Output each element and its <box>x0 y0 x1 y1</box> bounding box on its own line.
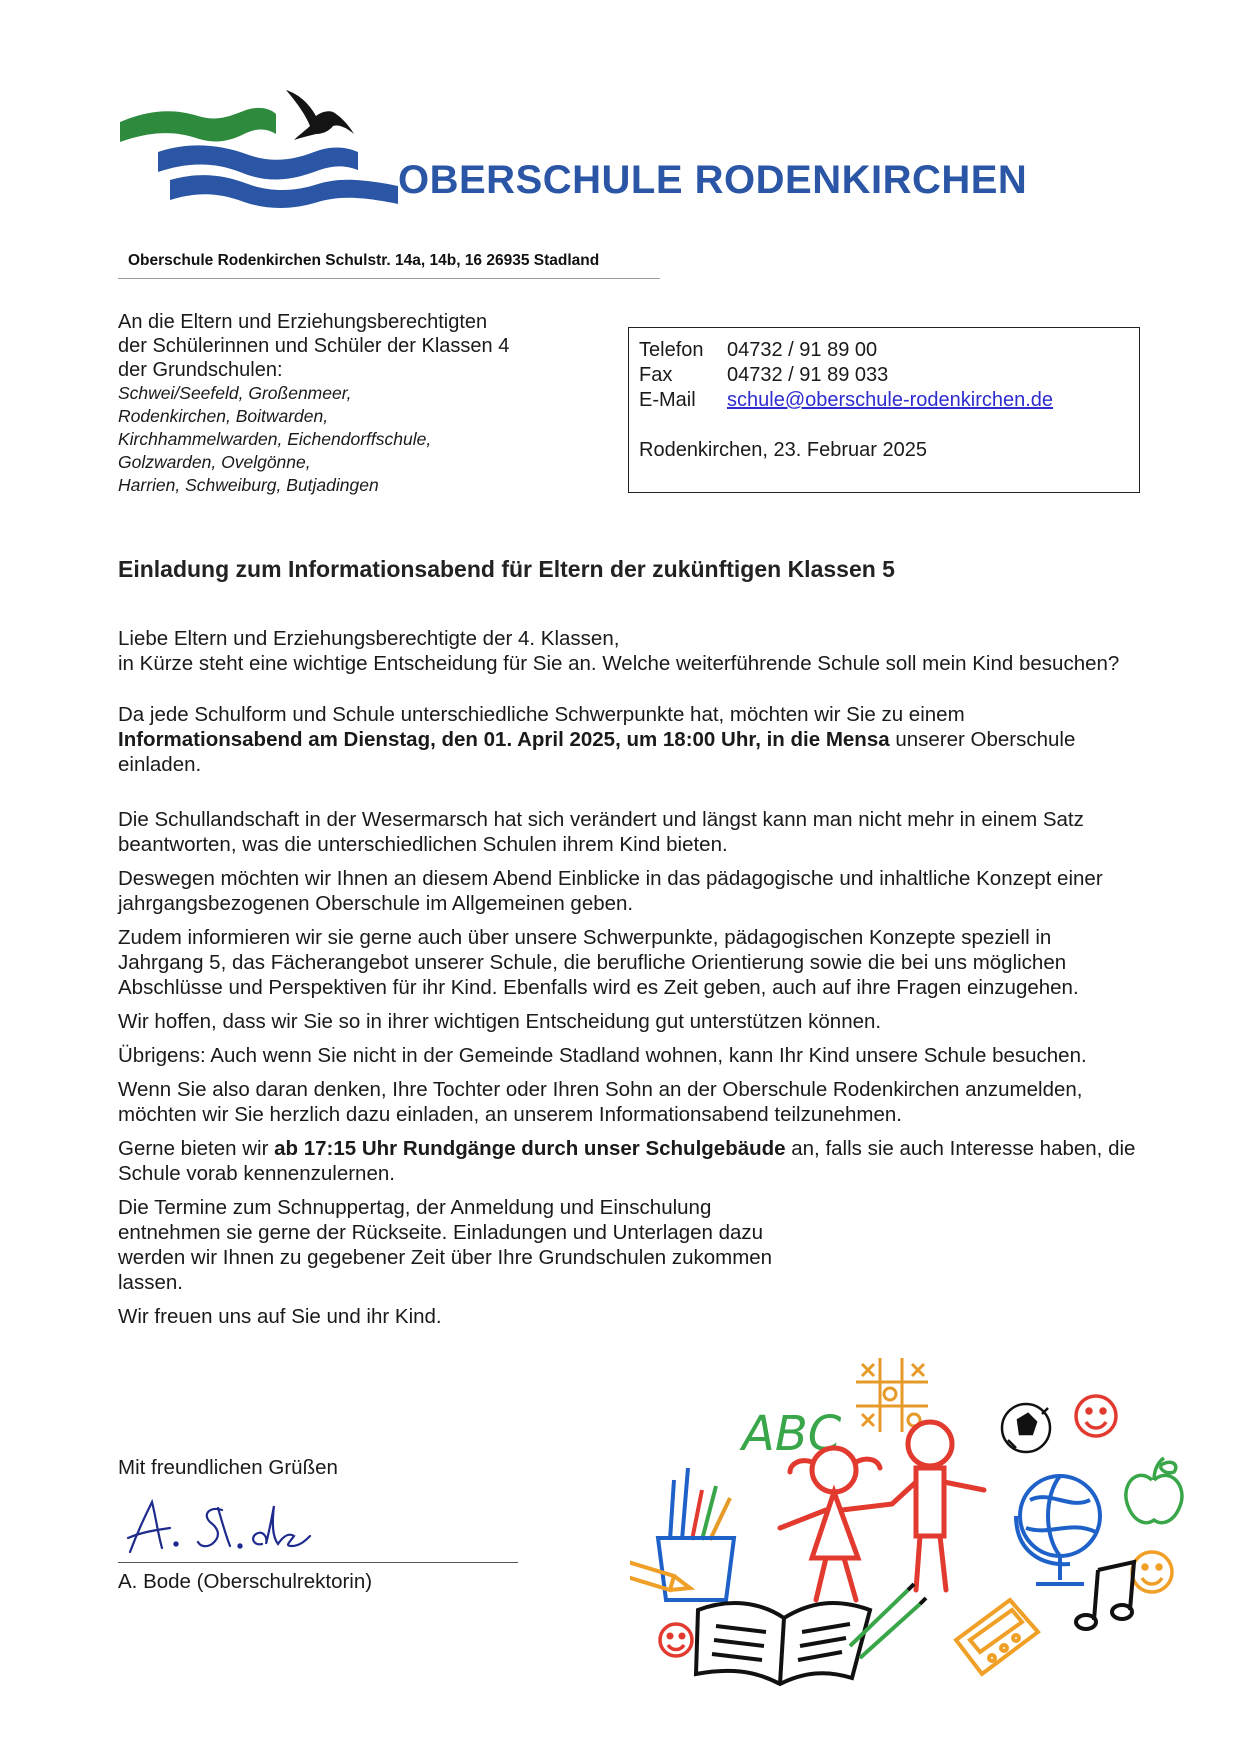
recipient-schools-line: Rodenkirchen, Boitwarden, <box>118 406 329 426</box>
intro-text: in Kürze steht eine wichtige Entscheidung für Sie an. Welche weiterführende Schule soll mein Kind besuchen? <box>118 652 1120 675</box>
abc-letters: ABC <box>742 1406 842 1462</box>
signer-name: A. Bode (Oberschulrektorin) <box>118 1570 373 1593</box>
recipient-schools-line: Harrien, Schweiburg, Butjadingen <box>118 475 379 495</box>
greeting: Liebe Eltern und Erziehungsberechtigte der 4. Klassen, <box>118 627 620 650</box>
fax-label: Fax <box>639 364 673 386</box>
invitation-paragraph <box>118 702 1138 777</box>
orange-smiley-icon <box>1132 1552 1172 1592</box>
insight-paragraph: Deswegen möchten wir Ihnen an diesem Abend Einblicke in das pädagogische und inhaltliche Konzept einer jahrgangsbezogenen Oberschule im Allgemeinen geben. <box>118 867 1103 915</box>
letter-heading: Einladung zum Informationsabend für Eltern der zukünftigen Klassen 5 <box>118 556 895 582</box>
dates-paragraph: Die Termine zum Schnuppertag, der Anmeldung und Einschulung entnehmen sie gerne der Rückseite. Einladungen und Unterlagen dazu werden wir Ihnen zu gegebener Zeit über Ihre Grundschulen zukommen lassen. <box>118 1196 773 1294</box>
tic-tac-toe-icon <box>856 1358 928 1432</box>
recipient-line: der Schülerinnen und Schüler der Klassen 4 <box>118 335 510 357</box>
seagull-icon <box>286 90 354 140</box>
blue-wave-2 <box>170 175 398 208</box>
calculator-icon <box>956 1600 1038 1674</box>
letter-body <box>118 626 1138 1338</box>
handwritten-signature <box>122 1488 322 1560</box>
email-link[interactable]: schule@oberschule-rodenkirchen.de <box>727 389 1054 411</box>
recipient-line: An die Eltern und Erziehungsberechtigten <box>118 311 488 333</box>
globe-icon <box>1016 1476 1100 1584</box>
green-wave <box>120 108 276 142</box>
recipient-schools-line: Schwei/Seefeld, Großenmeer, <box>118 383 352 403</box>
recipient-line: der Grundschulen: <box>118 359 283 381</box>
blue-wave-1 <box>158 145 358 179</box>
registration-paragraph: Wenn Sie also daran denken, Ihre Tochter oder Ihren Sohn an der Oberschule Rodenkirchen anzumelden, möchten wir Sie herzlich dazu einladen, an unserem Informationsabend teilzunehmen. <box>118 1078 1083 1126</box>
tour-text-pre: Gerne bieten wir <box>118 1137 275 1160</box>
small-smiley-icon <box>660 1624 692 1656</box>
look-forward-paragraph: Wir freuen uns auf Sie und ihr Kind. <box>118 1305 442 1328</box>
phone-row <box>639 338 1129 363</box>
letter-date: Rodenkirchen, 23. Februar 2025 <box>639 439 927 461</box>
invitation-text-pre: Da jede Schulform und Schule unterschiedliche Schwerpunkte hat, möchten wir Sie zu einem <box>118 703 965 726</box>
phone-label: Telefon <box>639 339 704 361</box>
information-paragraph: Zudem informieren wir sie gerne auch über unsere Schwerpunkte, pädagogischen Konzepte speziell in Jahrgang 5, das Fächerangebot unserer Schule, die berufliche Orientierung sowie die bei uns möglichen Abschlüsse und Perspektiven für ihr Kind. Ebenfalls wird es Zeit geben, auch auf ihre Fragen einzugehen. <box>118 926 1079 999</box>
contact-box <box>628 327 1140 493</box>
recipient-schools-line: Kirchhammelwarden, Eichendorffschule, <box>118 429 432 449</box>
girl-figure <box>780 1448 892 1600</box>
apple-icon <box>1126 1458 1182 1523</box>
music-note-icon <box>1076 1562 1134 1629</box>
red-smiley-icon <box>1076 1396 1116 1436</box>
phone-number: 04732 / 91 89 00 <box>727 339 878 361</box>
sender-divider <box>118 278 660 279</box>
invitation-text-post: unserer Oberschule einladen. <box>118 728 1076 776</box>
sender-address-line: Oberschule Rodenkirchen Schulstr. 14a, 14b, 16 26935 Stadland <box>128 252 600 269</box>
signature-line <box>118 1562 518 1563</box>
hope-paragraph: Wir hoffen, dass wir Sie so in ihrer wichtigen Entscheidung gut unterstützen können. <box>118 1010 882 1033</box>
other-town-paragraph: Übrigens: Auch wenn Sie nicht in der Gemeinde Stadland wohnen, kann Ihr Kind unsere Schule besuchen. <box>118 1044 1087 1067</box>
tour-paragraph <box>118 1136 1138 1186</box>
tour-text-post: an, falls sie auch Interesse haben, die Schule vorab kennenzulernen. <box>118 1137 1136 1185</box>
opening-paragraph <box>118 626 1138 676</box>
open-book-icon <box>696 1603 870 1684</box>
recipient-block <box>118 310 598 497</box>
boy-figure <box>892 1422 984 1590</box>
landscape-paragraph: Die Schullandschaft in der Wesermarsch hat sich verändert und längst kann man nicht mehr in einem Satz beantworten, was die unterschiedlichen Schulen ihrem Kind bieten. <box>118 808 1084 856</box>
paintbrush-cup-icon <box>658 1468 734 1600</box>
soccer-ball-icon <box>1002 1404 1050 1452</box>
school-logo <box>118 82 418 212</box>
recipient-schools-line: Golzwarden, Ovelgönne, <box>118 452 311 472</box>
fax-row <box>639 363 1129 388</box>
event-details: Informationsabend am Dienstag, den 01. April 2025, um 18:00 Uhr, in die Mensa <box>118 728 890 751</box>
tour-details: ab 17:15 Uhr Rundgänge durch unser Schulgebäude <box>274 1137 786 1160</box>
email-label: E-Mail <box>639 389 696 411</box>
email-row <box>639 388 1129 413</box>
school-name: OBERSCHULE RODENKIRCHEN <box>398 158 1028 202</box>
fax-number: 04732 / 91 89 033 <box>727 364 889 386</box>
closing-phrase: Mit freundlichen Grüßen <box>118 1456 338 1479</box>
school-doodle-illustration <box>630 1340 1230 1750</box>
